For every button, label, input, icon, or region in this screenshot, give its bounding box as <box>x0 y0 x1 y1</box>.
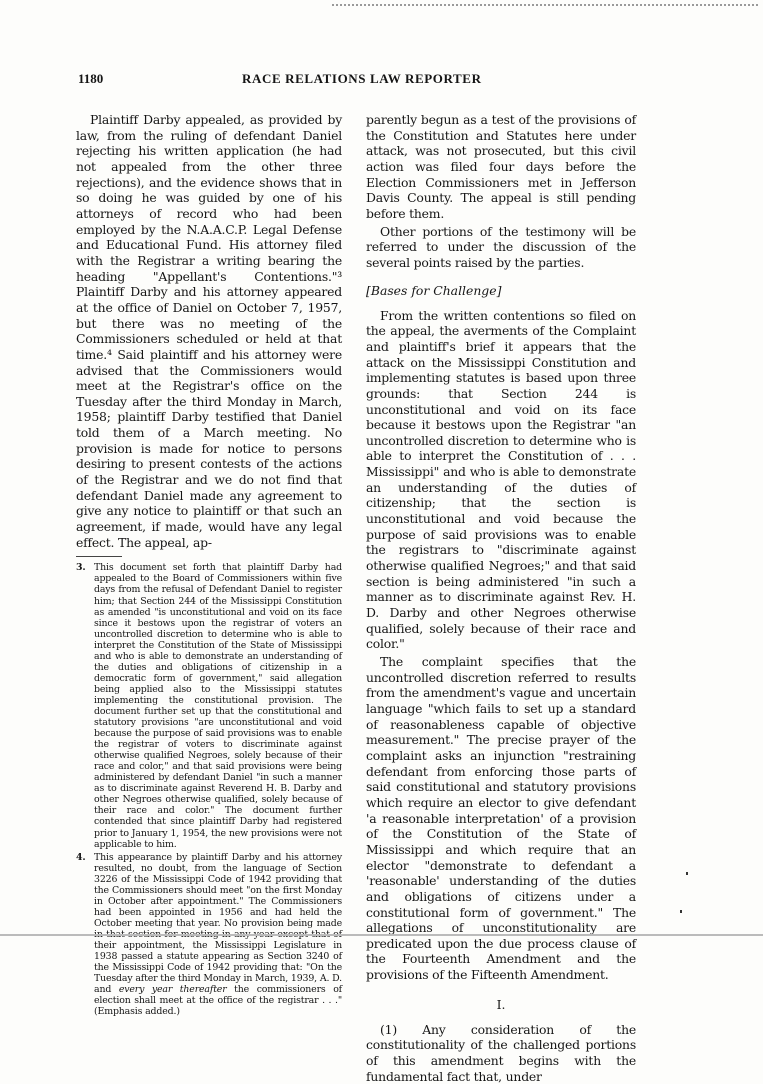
right-paragraph-3: From the written contentions so filed on the appeal, the averments of the Complaint and plaintiff's brief it appears that the attack on the Mississippi Constitution and implementing statutes is based upon three grounds: that Section 244 is unconstitutional and void on its face because it bestows upon the Registrar "an uncontrolled discretion to determine who is able to interpret the Constitution of . . . Mississippi" and who is able to demonstrate an understanding of the duties of citizenship; that the section is unconstitutional and void because the purpose of said provisions was to enable the registrars to "discriminate against otherwise qualified Negroes;" and that said section is being administered "in such a manner as to discriminate against Rev. H. D. Darby and other Negroes otherwise qualified, solely because of their race and color." <box>366 307 636 652</box>
right-paragraph-5: (1) Any consideration of the constitutionality of the challenged portions of this amendment begins with the fundamental fact that, under <box>366 1021 636 1084</box>
footnote-text: This document set forth that plaintiff Darby had appealed to the Board of Commissioners within five days from the refusal of Defendant Daniel to register him; that Section 244 of the Mississippi Constitution as amended "is unconstitutional and void on its face since it bestows upon the registrar of voters an uncontrolled discretion to determine who is able to interpret the Constitution of the State of Mississippi and who is able to demonstrate an understanding of the duties and obligations of citizenship in a democratic form of government," said allegation being applied also to the Mississippi statutes implementing the constitutional provision. The document further set up that the constitutional and statutory provisions "are unconstitutional and void because the purpose of said provisions was to enable the registrar of voters to discriminate against otherwise qualified Negroes, solely because of their race and color," and that said provisions were being administered by defendant Daniel "in such a manner as to discriminate against Reverend H. B. Darby and other Negroes otherwise qualified, solely because of their race and color." The document further contended that since plaintiff Darby had registered prior to January 1, 1954, the new provisions were not applicable to him. <box>94 562 342 850</box>
footnote-number: 3. <box>76 562 86 574</box>
left-column <box>76 112 342 1017</box>
scan-speck <box>680 910 682 913</box>
footnote-number: 4. <box>76 851 86 863</box>
right-paragraph-1: parently begun as a test of the provisions of the Constitution and Statutes here under attack, was not prosecuted, but this civil action was filed four days before the Election Commissioners met in Jefferson Davis County. The appeal is still pending before them. <box>366 112 636 221</box>
section-heading: [Bases for Challenge] <box>366 282 502 298</box>
bottom-scan-edge <box>0 934 763 936</box>
footnote-text-part: This appearance by plaintiff Darby and his attorney resulted, no doubt, from the language of Section 3226 of the Mississippi Code of 1942 providing that the Commissioners should meet "on the first Monday in October after appointment." The Commissioners had been appointed in 1956 and had held the October meeting that year. No provision being made in that section for meeting in any year except that of their appointment, the Mississippi Legislature in 1938 passed a statute appearing as Section 3240 of the Mississippi Code of 1942 providing that: "On the Tuesday after the third Monday in March, 1939, A. D. and <box>94 851 342 996</box>
left-paragraph-1: Plaintiff Darby appealed, as provided by law, from the ruling of defendant Daniel rejecting his written application (he had not appealed from the other three rejections), and the evidence shows that in so doing he was guided by one of his attorneys of record who had been employed by the N.A.A.C.P. Legal Defense and Educational Fund. His attorney filed with the Registrar a writing bearing the heading "Appellant's Contentions."³ Plaintiff Darby and his attorney appeared at the office of Daniel on October 7, 1957, but there was no meeting of the Commissioners scheduled or held at that time.⁴ Said plaintiff and his attorney were advised that the Commissioners would meet at the Registrar's office on the Tuesday after the third Monday in March, 1958; plaintiff Darby testified that Daniel told them of a March meeting. No provision is made for notice to persons desiring to present contests of the actions of the Registrar and we do not find that defendant Daniel made any agreement to give any notice to plaintiff or that such an agreement, if made, would have any legal effect. The appeal, ap- <box>76 112 342 550</box>
right-column <box>366 112 636 1084</box>
footnote-text-part: the commissioners of election shall meet at the office of the registrar . . ." (Emphasis added.) <box>94 984 343 1018</box>
footnote-divider <box>76 556 122 557</box>
running-head: RACE RELATIONS LAW REPORTER <box>242 71 482 86</box>
right-paragraph-2: Other portions of the testimony will be referred to under the discussion of the several points raised by the parties. <box>366 223 636 270</box>
top-dotted-border <box>332 4 758 6</box>
right-paragraph-4: The complaint specifies that the uncontrolled discretion referred to results from the amendment's vague and uncertain language "which fails to set up a standard of reasonableness capable of objective measurement." The precise prayer of the complaint asks an injunction "restraining defendant from enforcing those parts of said constitutional and statutory provisions which require an elector to give defendant 'a reasonable interpretation' of a provision of the Constitution of the State of Mississippi and which require that an elector "demonstrate to defendant a 'reasonable' understanding of the duties and obligations of citizens under a constitutional form of government." The allegations of unconstitutionality are predicated upon the due process clause of the Fourteenth Amendment and the provisions of the Fifteenth Amendment. <box>366 654 636 983</box>
scan-speck <box>686 872 688 875</box>
page-number: 1180 <box>78 71 104 86</box>
footnote-3 <box>76 562 342 849</box>
roman-numeral-heading: I. <box>496 996 506 1012</box>
footnote-emphasis: every year thereafter <box>118 984 227 996</box>
